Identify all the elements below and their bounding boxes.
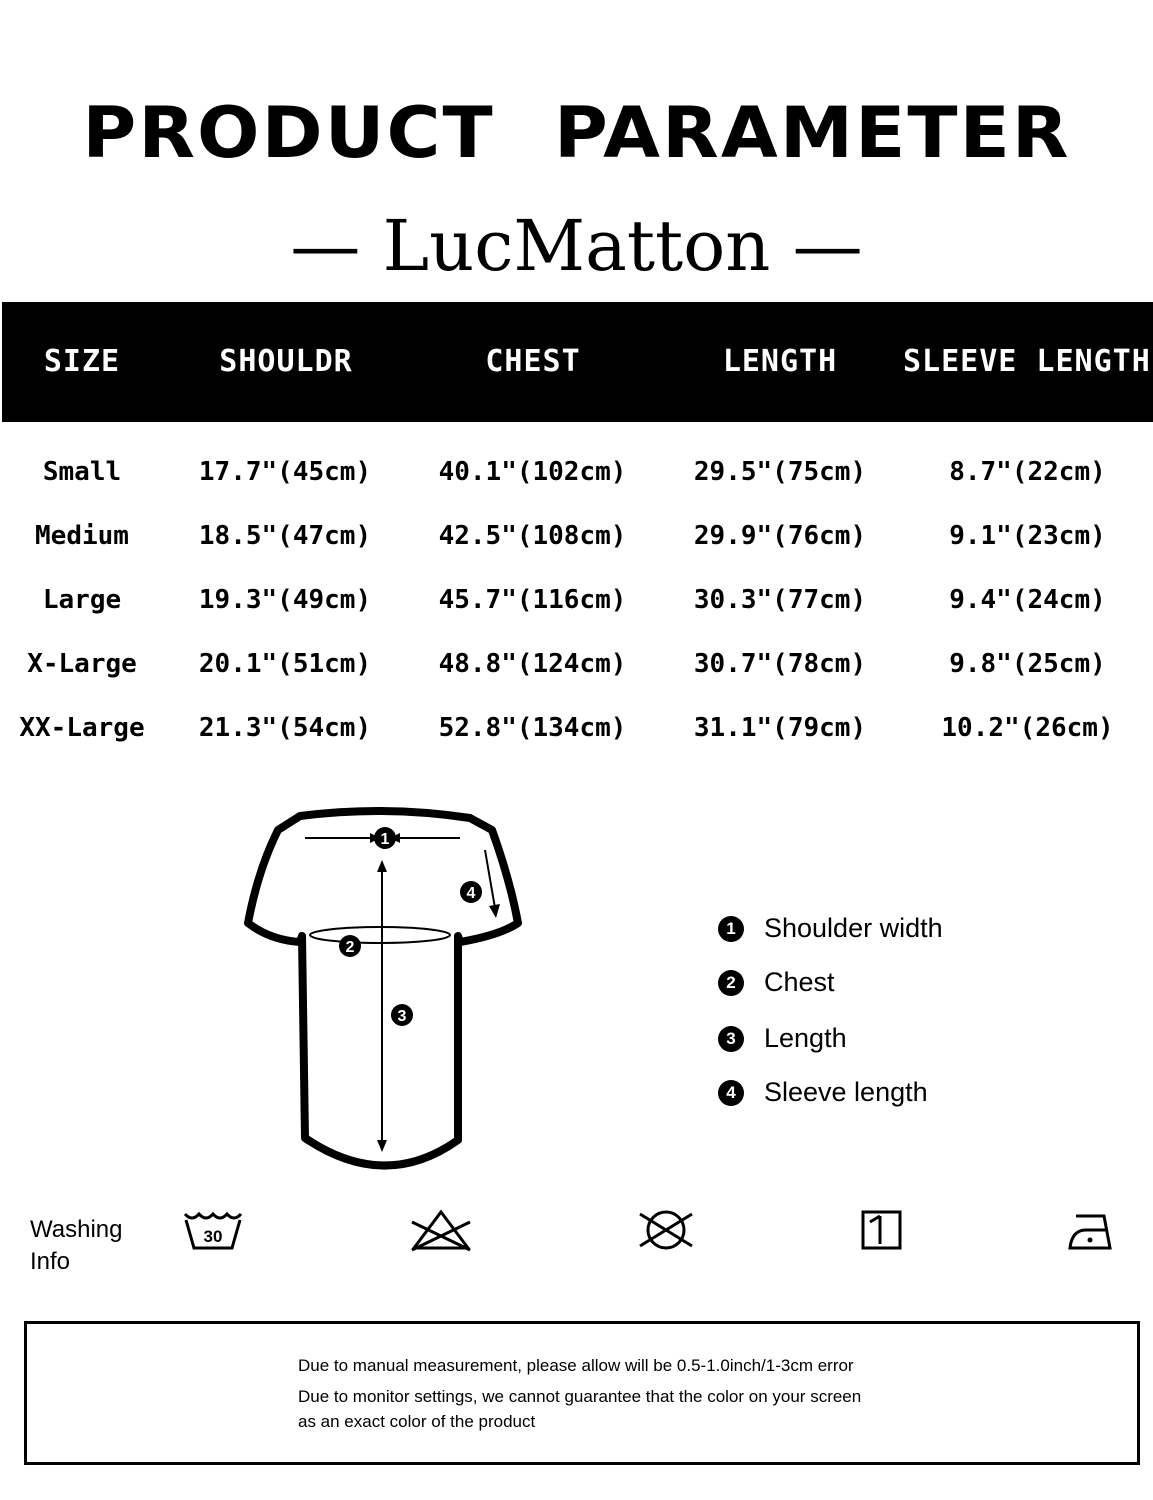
legend-number: 3: [718, 1026, 744, 1052]
wash-30-icon: [182, 1208, 244, 1254]
table-cell: 40.1"(102cm): [438, 457, 627, 487]
table-cell: 9.8"(25cm): [949, 649, 1106, 679]
table-cell: Medium: [35, 521, 129, 551]
table-cell: 17.7"(45cm): [198, 457, 372, 487]
legend-number: 1: [718, 916, 744, 942]
table-cell: 19.3"(49cm): [198, 585, 372, 615]
marker-1: 1: [380, 831, 390, 848]
washing-label-line1: Washing: [30, 1216, 123, 1243]
table-cell: XX-Large: [19, 713, 145, 743]
marker-4: 4: [466, 885, 476, 902]
table-cell: 9.1"(23cm): [949, 521, 1106, 551]
table-cell: 10.2"(26cm): [941, 713, 1114, 743]
table-cell: Small: [42, 457, 122, 487]
brand-name: — LucMatton —: [290, 205, 863, 287]
washing-label-line2: Info: [30, 1248, 71, 1275]
table-cell: 48.8"(124cm): [438, 649, 627, 679]
washing-info-label: [30, 1214, 150, 1278]
legend-label: Chest: [764, 967, 835, 997]
table-cell: 30.7"(78cm): [693, 649, 867, 679]
legend-number: 2: [718, 970, 744, 996]
header-length: LENGTH: [722, 344, 838, 379]
notice-line: as an exact color of the product: [298, 1412, 536, 1431]
notice-line: Due to monitor settings, we cannot guarantee that the color on your screen: [298, 1387, 862, 1406]
legend-item: [718, 1077, 928, 1108]
table-cell: 29.9"(76cm): [693, 521, 867, 551]
header-sleeve-length: SLEEVE LENGTH: [903, 344, 1151, 379]
table-cell: 9.4"(24cm): [949, 585, 1106, 615]
table-cell: Large: [42, 585, 122, 615]
legend-item: [718, 913, 943, 944]
table-cell: 31.1"(79cm): [693, 713, 867, 743]
table-cell: 45.7"(116cm): [438, 585, 627, 615]
notice-line: Due to manual measurement, please allow will be 0.5-1.0inch/1-3cm error: [298, 1356, 854, 1375]
hang-dry-icon: [860, 1208, 904, 1254]
iron-low-icon: [1066, 1208, 1116, 1254]
page-title: PRODUCT PARAMETER: [82, 92, 1071, 174]
table-cell: 29.5"(75cm): [693, 457, 867, 487]
legend-item: [718, 1023, 847, 1054]
tshirt-measurement-diagram: [230, 800, 540, 1180]
header-size: SIZE: [43, 344, 121, 379]
table-cell: 20.1"(51cm): [198, 649, 372, 679]
header-chest: CHEST: [485, 344, 581, 379]
table-cell: 42.5"(108cm): [438, 521, 627, 551]
do-not-bleach-icon: [408, 1208, 474, 1254]
table-cell: 30.3"(77cm): [693, 585, 867, 615]
table-cell: 21.3"(54cm): [198, 713, 372, 743]
marker-2: 2: [345, 939, 355, 956]
do-not-tumble-dry-icon: [636, 1206, 696, 1254]
legend-label: Sleeve length: [764, 1077, 928, 1107]
table-cell: X-Large: [27, 649, 137, 679]
table-cell: 52.8"(134cm): [438, 713, 627, 743]
table-cell: 8.7"(22cm): [949, 457, 1106, 487]
table-cell: 18.5"(47cm): [198, 521, 372, 551]
wash-temp-label: 30: [203, 1227, 223, 1246]
legend-label: Length: [764, 1023, 847, 1053]
legend-label: Shoulder width: [764, 913, 943, 943]
header-shoulder: SHOULDR: [219, 344, 353, 379]
legend-item: [718, 967, 835, 998]
marker-3: 3: [397, 1008, 407, 1025]
legend-number: 4: [718, 1080, 744, 1106]
